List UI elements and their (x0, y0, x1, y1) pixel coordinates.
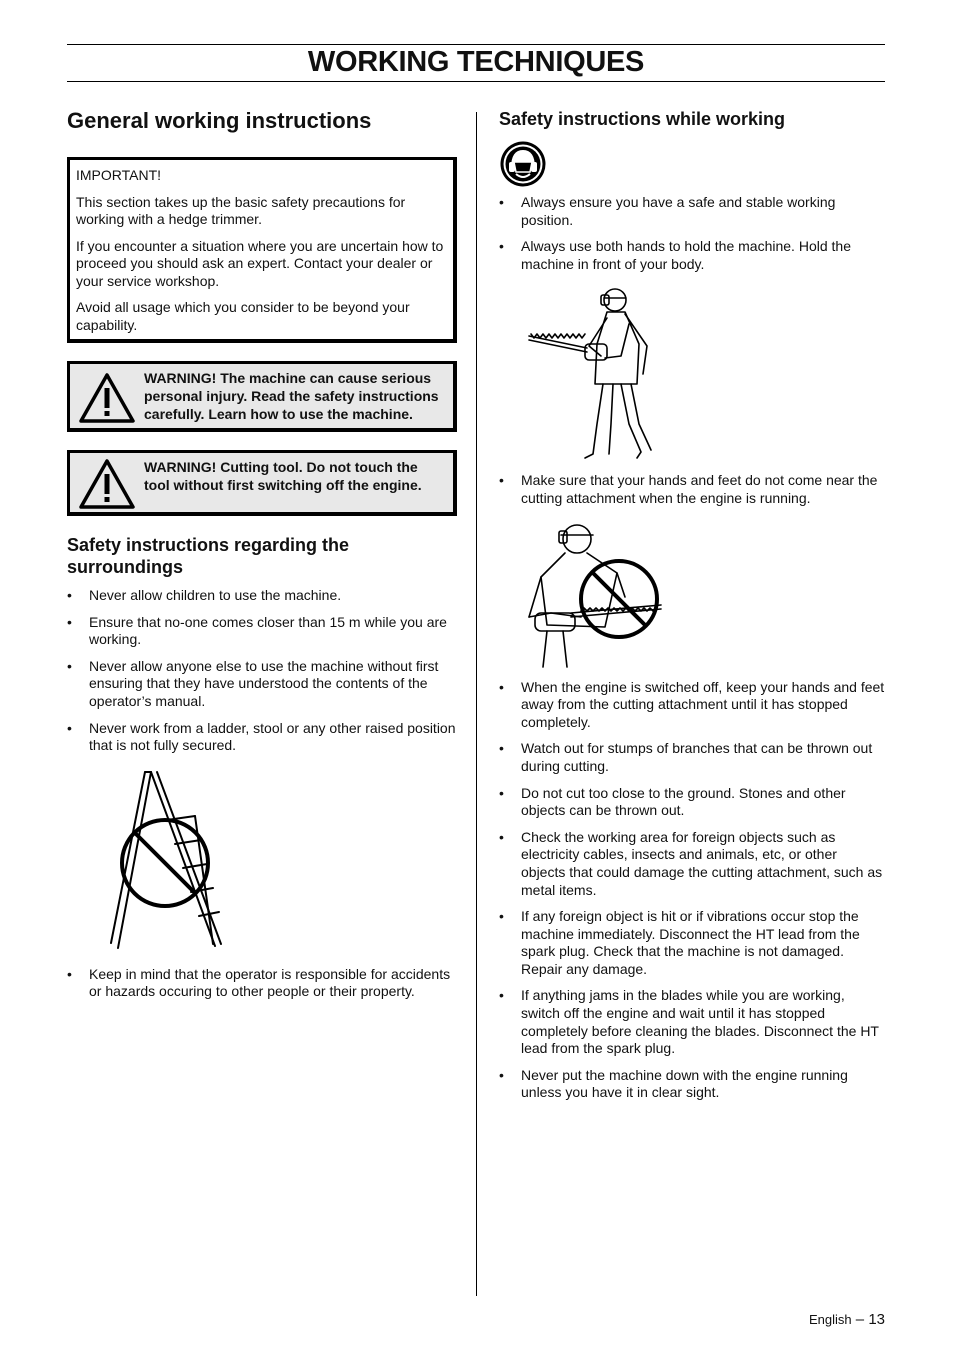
warning-triangle-icon (70, 364, 144, 424)
list-item: • Make sure that your hands and feet do not come near the cutting attachment when the engine is running. (499, 472, 885, 507)
left-column (67, 104, 457, 1010)
working-safety-heading: Safety instructions while working (499, 109, 786, 129)
page-footer (809, 1311, 885, 1328)
list-item: • If any foreign object is hit or if vibrations occur stop the machine immediately. Disconnect the HT lead from the spark plug. Check that the machine is not damaged. Repair any damage. (499, 908, 885, 978)
operator-responsibility-list (67, 966, 457, 1001)
page-number: 13 (868, 1311, 885, 1328)
list-item: • Check the working area for foreign objects such as electricity cables, insects and animals, etc, or other objects that could damage the cutting attachment, such as metal items. (499, 829, 885, 899)
list-item: • Do not cut too close to the ground. Stones and other objects can be thrown out. (499, 785, 885, 820)
working-safety-list (499, 194, 885, 273)
hand-near-blade-prohibited-illustration (499, 517, 885, 679)
footer-separator: – (855, 1311, 865, 1328)
important-paragraph: If you encounter a situation where you are uncertain how to proceed you should ask an expert. Contact your dealer or your service workshop. (76, 237, 444, 289)
list-item: • When the engine is switched off, keep your hands and feet away from the cutting attachment until it has stopped completely. (499, 679, 885, 732)
warning-triangle-icon (70, 453, 144, 510)
list-item: • Always use both hands to hold the machine. Hold the machine in front of your body. (499, 238, 885, 273)
warning-text: WARNING! Cutting tool. Do not touch the tool without first switching off the engine. (144, 459, 422, 493)
list-item: • Always ensure you have a safe and stable working position. (499, 194, 885, 229)
important-paragraph: Avoid all usage which you consider to be beyond your capability. (76, 299, 410, 333)
important-title: IMPORTANT! (76, 167, 162, 183)
footer-language: English (808, 1312, 852, 1327)
list-item: • If anything jams in the blades while you are working, switch off the engine and wait until it has stopped completely before cleaning the blades. Disconnect the HT lead from the spark plug. (499, 987, 885, 1057)
list-item: • Never allow anyone else to use the machine without first ensuring that they have understood the contents of the operator’s manual. (67, 658, 457, 711)
ladder-prohibited-illustration (67, 764, 457, 964)
title-rule-bottom (67, 81, 885, 82)
general-instructions-heading: General working instructions (67, 108, 372, 133)
list-item: • Ensure that no-one comes closer than 15 m while you are working. (67, 614, 457, 649)
warning-box-cutting-tool (67, 450, 457, 516)
operator-holding-trimmer-illustration (499, 282, 885, 472)
column-divider (476, 112, 477, 1296)
list-item: • Never put the machine down with the engine running unless you have it in clear sight. (499, 1067, 885, 1102)
list-item: • Never allow children to use the machine. (67, 587, 457, 605)
hands-feet-list (499, 472, 885, 507)
engine-off-list (499, 679, 885, 1102)
protective-equipment-icon (499, 140, 885, 196)
list-item: • Keep in mind that the operator is responsible for accidents or hazards occuring to other people or their property. (67, 966, 457, 1001)
important-paragraph: This section takes up the basic safety precautions for working with a hedge trimmer. (76, 193, 406, 227)
page-title: WORKING TECHNIQUES (307, 46, 645, 78)
important-box (67, 157, 457, 343)
surroundings-list (67, 587, 457, 755)
list-item: • Never work from a ladder, stool or any other raised position that is not fully secured. (67, 720, 457, 755)
surroundings-heading: Safety instructions regarding the surroundings (67, 535, 350, 577)
warning-box-injury (67, 361, 457, 432)
list-item: • Watch out for stumps of branches that can be thrown out during cutting. (499, 740, 885, 775)
warning-text: WARNING! The machine can cause serious personal injury. Read the safety instructions carefully. Learn how to use the machine. (144, 370, 439, 422)
right-column (499, 104, 885, 1111)
